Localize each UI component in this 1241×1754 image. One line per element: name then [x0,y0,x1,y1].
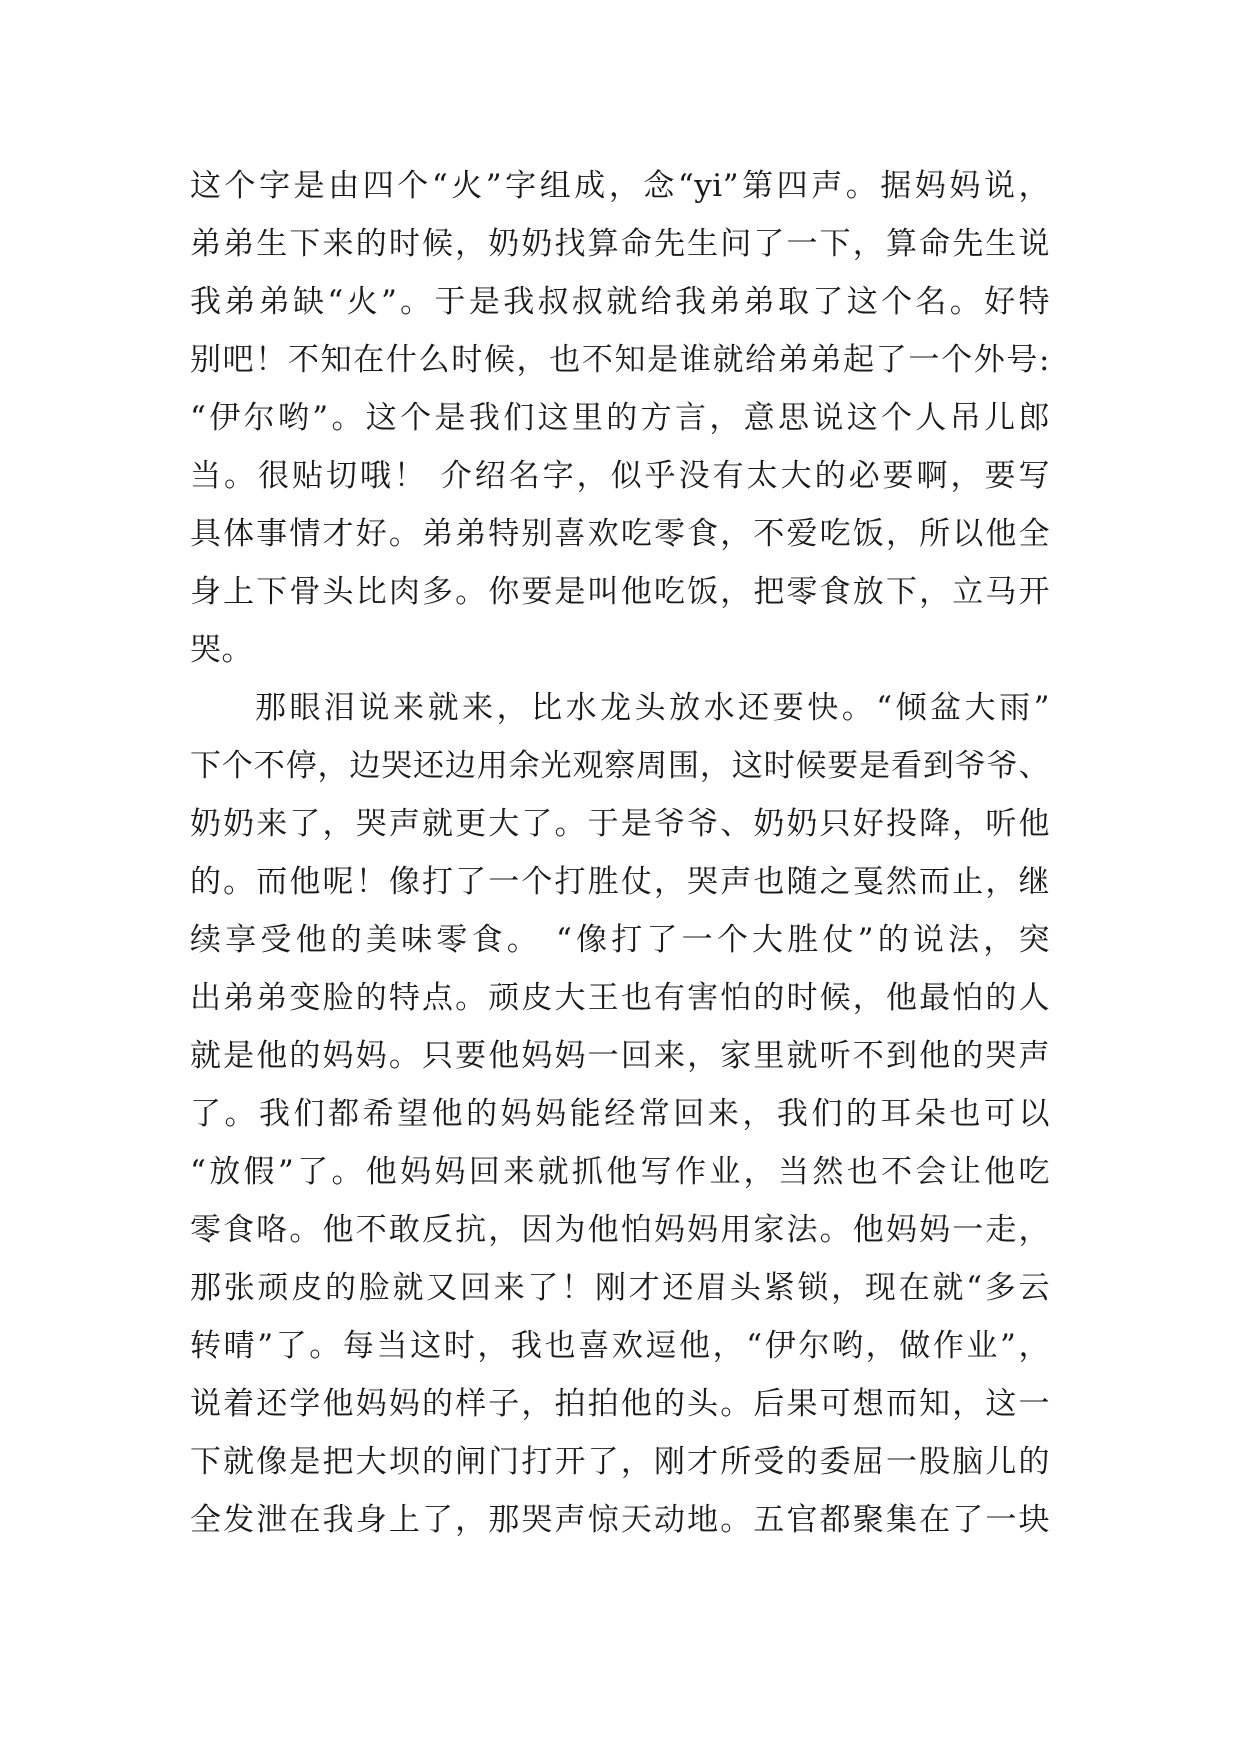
text-line: 当。很贴切哦！ 介绍名字，似乎没有太大的必要啊，要写 [190,458,1050,494]
text-line: “伊尔哟”。这个是我们这里的方言，意思说这个人吊儿郎 [190,400,1050,436]
text-line: 了。我们都希望他的妈妈能经常回来，我们的耳朵也可以 [190,1096,1050,1132]
text-line: 出弟弟变脸的特点。顽皮大王也有害怕的时候，他最怕的人 [190,980,1050,1016]
text-line: 具体事情才好。弟弟特别喜欢吃零食，不爱吃饭，所以他全 [190,516,1050,552]
paragraph-start-line: 那眼泪说来就来，比水龙头放水还要快。“倾盆大雨” [255,690,1050,726]
text-line: 那张顽皮的脸就又回来了！刚才还眉头紧锁，现在就“多云 [190,1270,1050,1306]
text-line: 续享受他的美味零食。 “像打了一个大胜仗”的说法，突 [190,922,1050,958]
text-line: 哭。 [190,632,253,668]
text-line: 下就像是把大坝的闸门打开了，刚才所受的委屈一股脑儿的 [190,1444,1050,1480]
text-line: 转晴”了。每当这时，我也喜欢逗他，“伊尔哟，做作业”， [190,1328,1050,1364]
text-line: 身上下骨头比肉多。你要是叫他吃饭，把零食放下，立马开 [190,574,1050,610]
text-line: 奶奶来了，哭声就更大了。于是爷爷、奶奶只好投降，听他 [190,806,1050,842]
text-line: 就是他的妈妈。只要他妈妈一回来，家里就听不到他的哭声 [190,1038,1050,1074]
text-line: 全发泄在我身上了，那哭声惊天动地。五官都聚集在了一块 [190,1502,1050,1538]
text-line: 这个字是由四个“火”字组成，念“yi”第四声。据妈妈说， [190,168,1050,204]
body-text [190,157,1050,1549]
text-line: 别吧！不知在什么时候，也不知是谁就给弟弟起了一个外号: [190,342,1050,378]
text-line: 下个不停，边哭还边用余光观察周围，这时候要是看到爷爷、 [190,748,1050,784]
text-line: 的。而他呢！像打了一个打胜仗，哭声也随之戛然而止，继 [190,864,1050,900]
text-line: “放假”了。他妈妈回来就抓他写作业，当然也不会让他吃 [190,1154,1050,1190]
text-line: 说着还学他妈妈的样子，拍拍他的头。后果可想而知，这一 [190,1386,1050,1422]
text-line: 弟弟生下来的时候，奶奶找算命先生问了一下，算命先生说 [190,226,1050,262]
text-line: 我弟弟缺“火”。于是我叔叔就给我弟弟取了这个名。好特 [190,284,1050,320]
text-line: 零食咯。他不敢反抗，因为他怕妈妈用家法。他妈妈一走， [190,1212,1050,1248]
